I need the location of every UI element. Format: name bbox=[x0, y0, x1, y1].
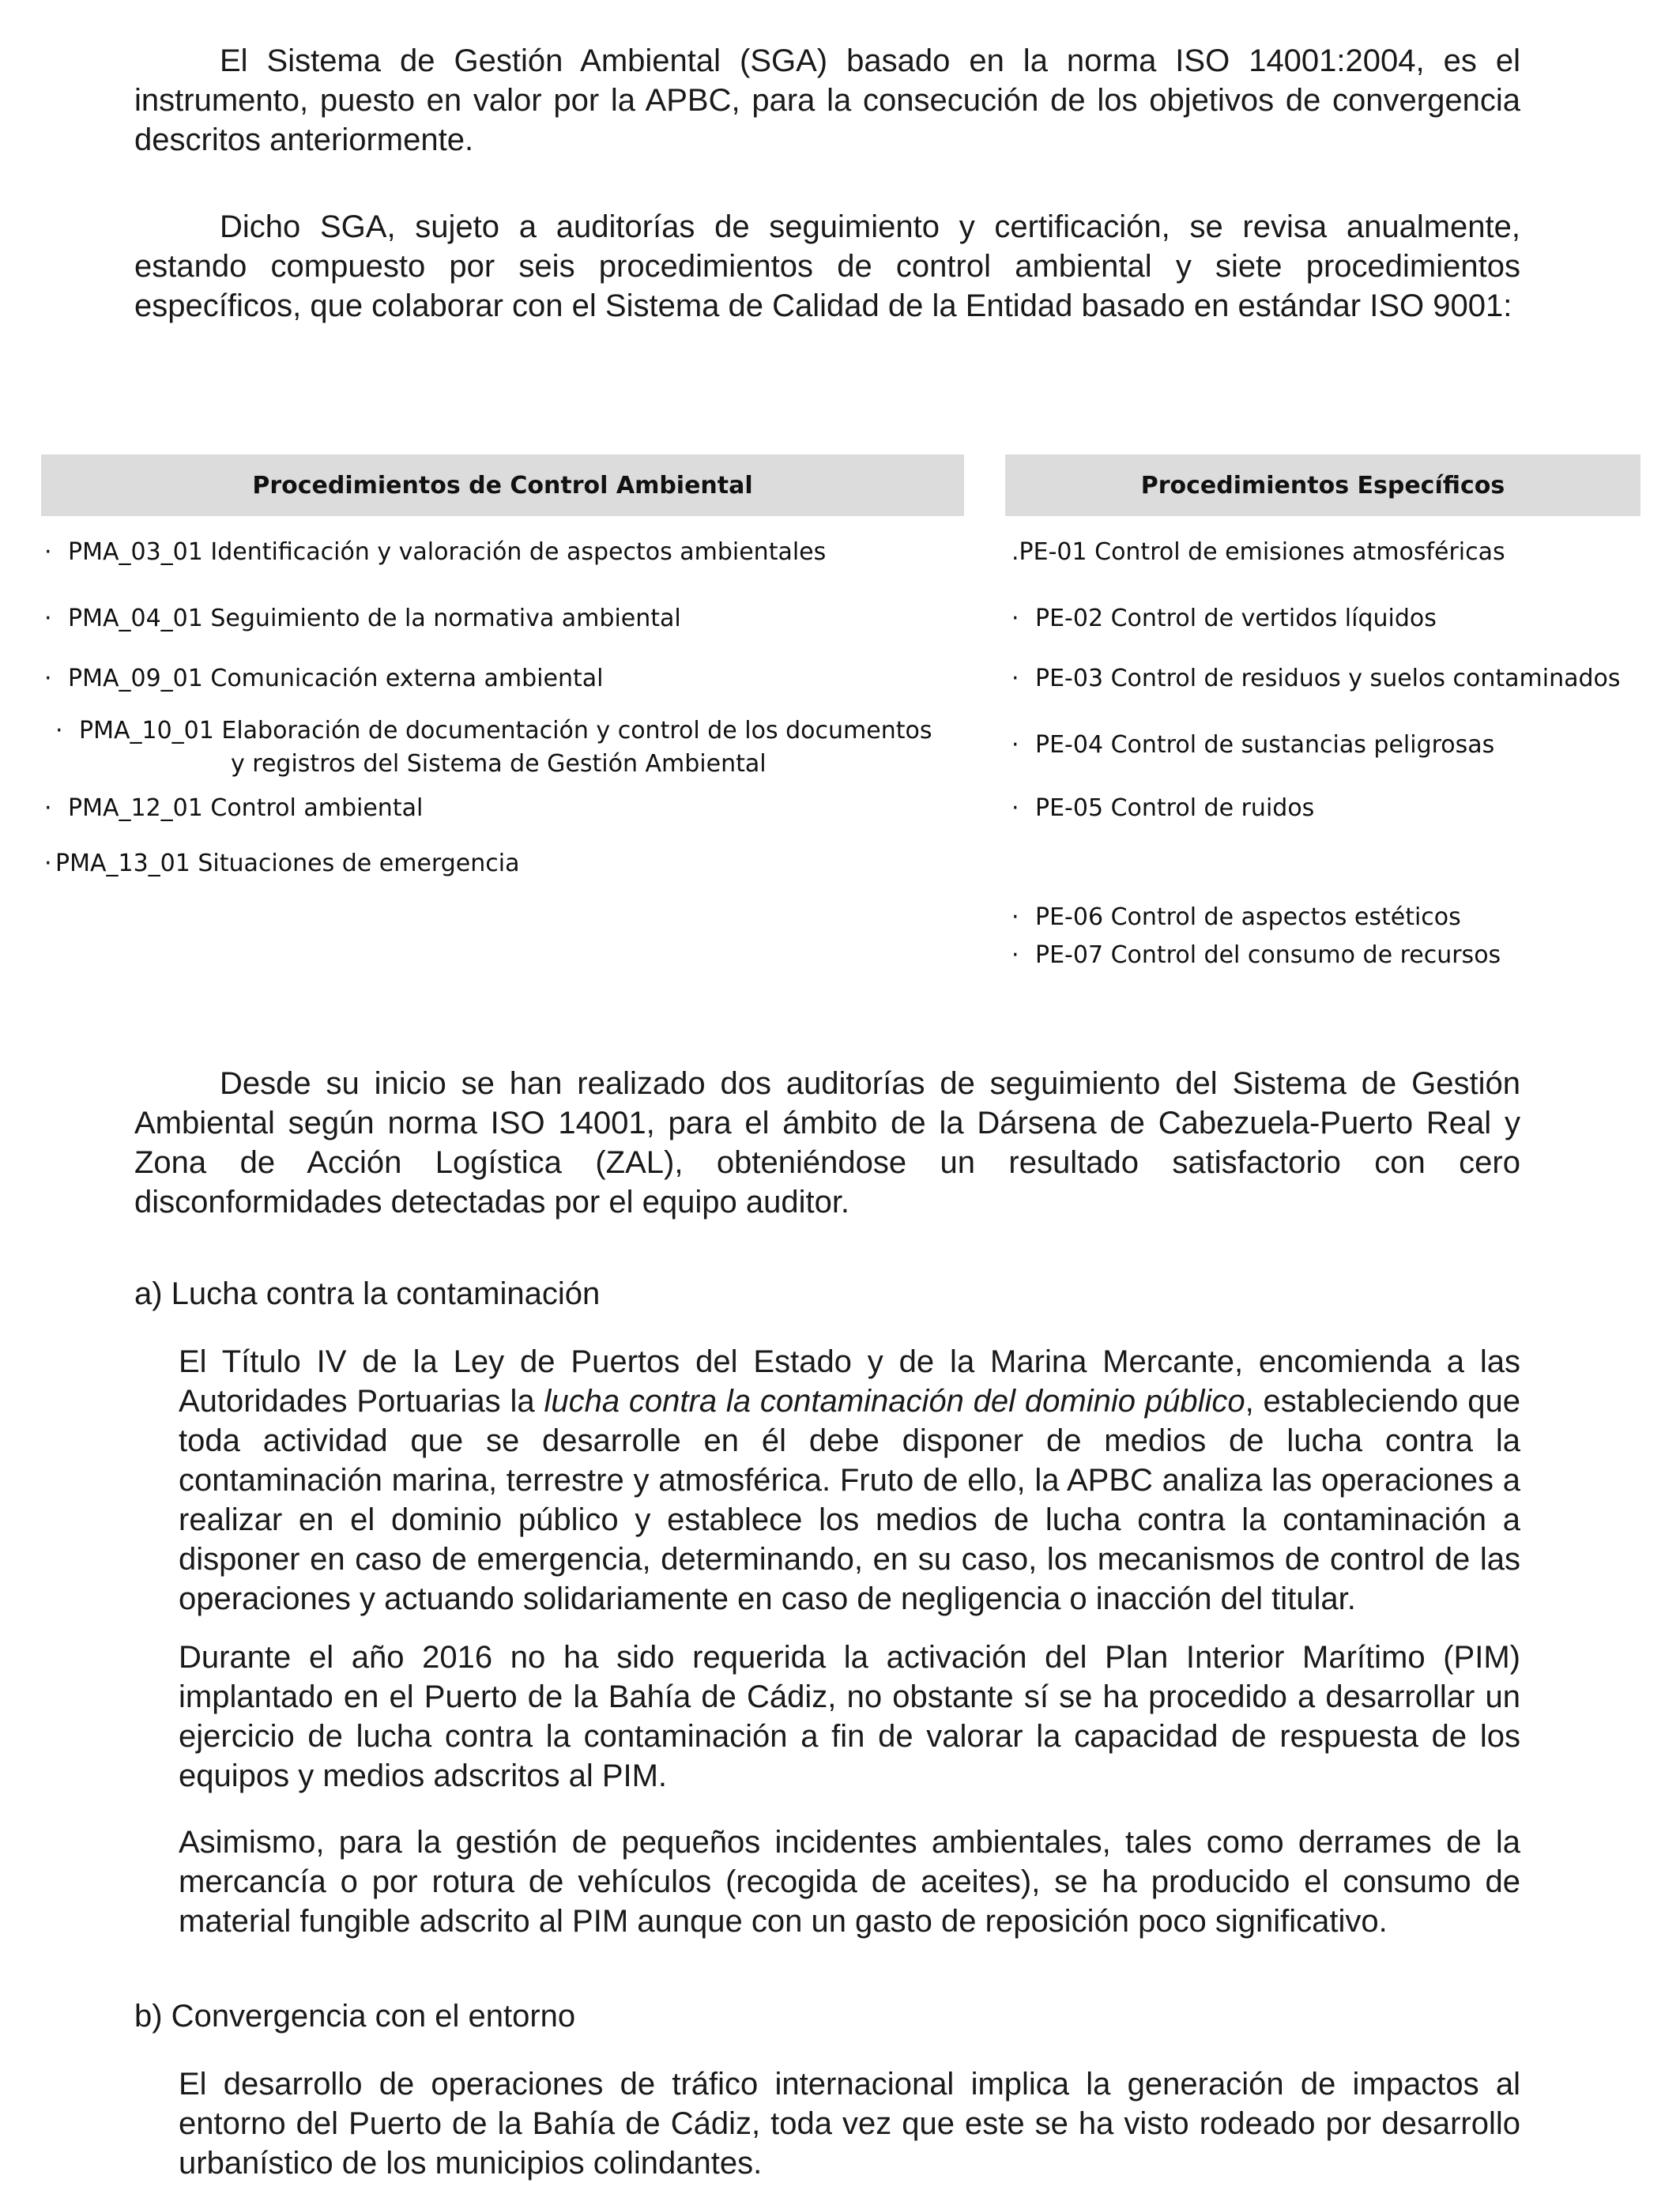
list-item-label: PE-06 Control de aspectos estéticos bbox=[1035, 903, 1461, 931]
section-b-paragraph-1: El desarrollo de operaciones de tráfico internacional implica la generación de impactos al entorno del Puerto de la Bahía de Cádiz, toda vez que este se ha visto rodeado por desarrollo urbanístico de los municipios colindantes. bbox=[179, 2067, 1520, 2181]
list-item-label: PMA_09_01 Comunicación externa ambiental bbox=[68, 665, 604, 692]
list-item-label: PE-07 Control del consumo de recursos bbox=[1035, 941, 1501, 969]
section-a-p1-text-after: , estableciendo que toda actividad que se desarrolle en él debe disponer de medios de lucha contra la contaminación marina, terrestre y atmosférica. Fruto de ello, la APBC analiza las operaciones a realizar en el dominio público y establece los medios de lucha contra la contaminación a disponer en caso de emergencia, determinando, en su caso, los mecanismos de control de las operaciones y actuando solidariamente en caso de negligencia o inacción del titular. bbox=[179, 1384, 1520, 1616]
bullet-icon: · bbox=[44, 538, 52, 566]
bullet-icon: · bbox=[1011, 605, 1019, 632]
list-item-label: PMA_03_01 Identificación y valoración de aspectos ambientales bbox=[68, 538, 827, 566]
list-item-pma-13 bbox=[44, 847, 519, 880]
list-item-label: PMA_13_01 Situaciones de emergencia bbox=[55, 850, 520, 877]
list-item-pe-07 bbox=[1011, 939, 1501, 972]
bullet-icon: · bbox=[44, 665, 52, 692]
bullet-icon: · bbox=[44, 794, 52, 822]
bullet-icon: · bbox=[1011, 731, 1019, 759]
table-header-especificos: Procedimientos Específicos bbox=[1005, 454, 1640, 516]
table-header-control-ambiental: Procedimientos de Control Ambiental bbox=[41, 454, 964, 516]
section-a-p1-text: El Título IV de la Ley de Puertos del Estado y de la Marina Mercante, encomienda a las Autoridades Portuarias la bbox=[179, 1344, 1520, 1419]
list-item-label: PE-04 Control de sustancias peligrosas bbox=[1035, 731, 1495, 759]
list-item-label: PE-03 Control de residuos y suelos contaminados bbox=[1035, 665, 1621, 692]
bullet-icon: · bbox=[1011, 794, 1019, 822]
bullet-icon: · bbox=[1011, 941, 1019, 969]
section-a-p1-emphasis: lucha contra la contaminación del dominio público bbox=[544, 1384, 1245, 1419]
list-item-label: PE-05 Control de ruidos bbox=[1035, 794, 1315, 822]
list-item-pma-12 bbox=[44, 792, 423, 825]
list-item-pma-09 bbox=[44, 662, 603, 696]
list-item-pe-03 bbox=[1011, 662, 1621, 696]
list-item-label: PMA_12_01 Control ambiental bbox=[68, 794, 424, 822]
list-item-label: PMA_10_01 Elaboración de documentación y control de los documentos bbox=[79, 717, 932, 745]
list-item-pe-01: .PE-01 Control de emisiones atmosféricas bbox=[1011, 538, 1505, 566]
bullet-icon: · bbox=[44, 605, 52, 632]
list-item-pma-04 bbox=[44, 602, 681, 635]
list-item-pma-03 bbox=[44, 536, 826, 569]
section-a-title: a) Lucha contra la contaminación bbox=[134, 1276, 601, 1311]
list-item-label: PE-02 Control de vertidos líquidos bbox=[1035, 605, 1437, 632]
section-a-paragraph-3: Asimismo, para la gestión de pequeños incidentes ambientales, tales como derrames de la mercancía o por rotura de vehículos (recogida de aceites), se ha producido el consumo de material fungible adscrito al PIM aunque con un gasto de reposición poco significativo. bbox=[179, 1825, 1520, 1939]
list-item-pe-02 bbox=[1011, 602, 1437, 635]
list-item-pma-10-continuation: y registros del Sistema de Gestión Ambiental bbox=[231, 750, 767, 778]
section-b-title: b) Convergencia con el entorno bbox=[134, 1999, 576, 2034]
list-item-pe-06 bbox=[1011, 901, 1461, 934]
bullet-icon: · bbox=[1011, 903, 1019, 931]
list-item-pma-10 bbox=[55, 714, 932, 748]
bullet-icon: · bbox=[55, 717, 63, 745]
list-item-pe-04 bbox=[1011, 729, 1494, 762]
list-item-pe-05 bbox=[1011, 792, 1314, 825]
list-item-label: PMA_04_01 Seguimiento de la normativa ambiental bbox=[68, 605, 681, 632]
bullet-icon: · bbox=[1011, 665, 1019, 692]
audit-paragraph: Desde su inicio se han realizado dos auditorías de seguimiento del Sistema de Gestión Ambiental según norma ISO 14001, para el ámbito de la Dársena de Cabezuela-Puerto Real y Zona de Acción Logística (ZAL), obteniéndose un resultado satisfactorio con cero disconformidades detectadas por el equipo auditor. bbox=[134, 1066, 1520, 1220]
intro-paragraph-2: Dicho SGA, sujeto a auditorías de seguimiento y certificación, se revisa anualmente, estando compuesto por seis procedimientos de control ambiental y siete procedimientos específicos, que colaborar con el Sistema de Calidad de la Entidad basado en estándar ISO 9001: bbox=[134, 209, 1520, 323]
intro-paragraph-1: El Sistema de Gestión Ambiental (SGA) basado en la norma ISO 14001:2004, es el instrumento, puesto en valor por la APBC, para la consecución de los objetivos de convergencia descritos anteriormente. bbox=[134, 43, 1520, 157]
bullet-icon: · bbox=[44, 850, 52, 877]
section-a-paragraph-2: Durante el año 2016 no ha sido requerida la activación del Plan Interior Marítimo (PIM) implantado en el Puerto de la Bahía de Cádiz, no obstante sí se ha procedido a desarrollar un ejercicio de lucha contra la contaminación a fin de valorar la capacidad de respuesta de los equipos y medios adscritos al PIM. bbox=[179, 1640, 1520, 1793]
section-a-paragraph-1 bbox=[179, 1342, 1520, 1619]
